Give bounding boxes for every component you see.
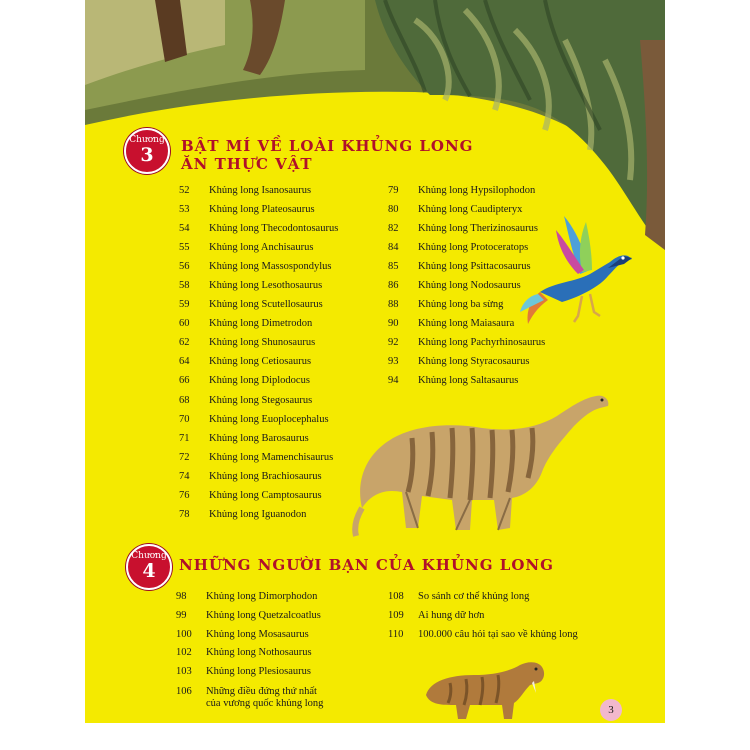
toc-page-number: 90 bbox=[388, 318, 399, 330]
toc-entry-title: Khủng long Pachyrhinosaurus bbox=[418, 337, 546, 349]
toc-entry-title: Khủng long Camptosaurus bbox=[209, 489, 322, 501]
toc-page-number: 88 bbox=[388, 299, 399, 311]
toc-entry-title: Khủng long Cetiosaurus bbox=[209, 356, 312, 368]
toc-page-number: 59 bbox=[179, 299, 190, 311]
toc-entry bbox=[179, 238, 338, 257]
chapter-number: 3 bbox=[140, 144, 154, 166]
toc-entry bbox=[388, 607, 578, 626]
toc-entry bbox=[176, 588, 323, 607]
toc-entry bbox=[388, 588, 578, 607]
toc-page-number: 99 bbox=[176, 609, 187, 621]
toc-entry bbox=[179, 257, 338, 276]
toc-page-number: 110 bbox=[388, 628, 404, 640]
toc-entry bbox=[179, 429, 338, 448]
toc-entry bbox=[388, 333, 545, 352]
chapter-3-title bbox=[181, 137, 474, 173]
toc-page-number: 103 bbox=[176, 666, 192, 678]
toc-page-number: 70 bbox=[179, 413, 190, 425]
toc-page-number: 102 bbox=[176, 647, 192, 659]
chapter-4-badge bbox=[126, 544, 172, 590]
toc-page-number: 84 bbox=[388, 242, 399, 254]
toc-page-number: 60 bbox=[179, 318, 190, 330]
toc-entry-title: Khủng long Mosasaurus bbox=[206, 628, 309, 640]
toc-entry-title: Khủng long Iguanodon bbox=[209, 508, 307, 520]
toc-entry-title: Khủng long Dimorphodon bbox=[206, 591, 318, 602]
toc-page-number: 76 bbox=[179, 489, 190, 501]
toc-entry-title: Khủng long Therizinosaurus bbox=[418, 223, 538, 235]
toc-page-number: 52 bbox=[179, 185, 190, 196]
toc-entry-title: Khủng long Nothosaurus bbox=[206, 647, 312, 659]
toc-page-number: 53 bbox=[179, 204, 190, 216]
toc-entry bbox=[179, 352, 338, 371]
toc-entry-title: Khủng long Mamenchisaurus bbox=[209, 451, 334, 463]
jungle-tree-illustration bbox=[85, 0, 665, 723]
toc-entry bbox=[388, 626, 578, 645]
toc-entry bbox=[176, 644, 323, 663]
toc-page-number: 78 bbox=[179, 508, 190, 520]
toc-entry bbox=[179, 219, 338, 238]
chapter-4-toc-right bbox=[388, 588, 578, 644]
toc-entry bbox=[388, 352, 545, 371]
chapter-word: Chương bbox=[129, 135, 165, 145]
toc-page-number: 106 bbox=[176, 685, 192, 697]
toc-page-number: 58 bbox=[179, 280, 190, 292]
toc-entry bbox=[179, 295, 338, 314]
toc-entry-title: Khủng long Euoplocephalus bbox=[209, 413, 329, 425]
toc-entry bbox=[388, 181, 545, 200]
toc-entry-title: Khủng long Protoceratops bbox=[418, 242, 529, 254]
toc-page-number: 109 bbox=[388, 609, 404, 621]
toc-page-number: 66 bbox=[179, 375, 190, 387]
toc-entry bbox=[176, 682, 323, 710]
toc-page-number: 94 bbox=[388, 375, 399, 387]
toc-entry-title: Khủng long Barosaurus bbox=[209, 432, 309, 444]
toc-page-number: 82 bbox=[388, 223, 399, 235]
toc-entry-title: Khủng long ba sừng bbox=[418, 299, 504, 311]
toc-entry bbox=[176, 626, 323, 645]
toc-entry-title: Khủng long Quetzalcoatlus bbox=[206, 609, 321, 621]
toc-page-number: 74 bbox=[179, 470, 190, 482]
chapter-3-toc-left bbox=[179, 181, 338, 524]
toc-entry bbox=[179, 181, 338, 200]
toc-page-number: 72 bbox=[179, 451, 190, 463]
toc-entry-title: Khủng long Hypsilophodon bbox=[418, 185, 536, 196]
toc-entry bbox=[179, 391, 338, 410]
chapter-3-title-line-2: ĂN THỰC VẬT bbox=[181, 155, 313, 173]
toc-entry-title: Khủng long Styracosaurus bbox=[418, 356, 530, 368]
toc-entry-title: Khủng long Shunosaurus bbox=[209, 337, 316, 349]
toc-entry bbox=[176, 663, 323, 682]
toc-entry bbox=[179, 505, 338, 524]
toc-page-number: 62 bbox=[179, 337, 190, 349]
toc-entry-title: Khủng long Maiasaura bbox=[418, 318, 515, 330]
toc-entry-title: Khủng long Plateosaurus bbox=[209, 204, 315, 216]
sauropod-illustration bbox=[352, 388, 614, 538]
toc-entry bbox=[179, 371, 338, 390]
toc-page-number: 93 bbox=[388, 356, 399, 368]
toc-page-number: 56 bbox=[179, 261, 190, 273]
chapter-4-toc-left bbox=[176, 588, 323, 710]
toc-entry-title: Khủng long Psittacosaurus bbox=[418, 261, 531, 273]
toc-entry bbox=[179, 333, 338, 352]
chapter-3-badge bbox=[124, 128, 170, 174]
toc-entry-title: Khủng long Massospondylus bbox=[209, 261, 332, 273]
toc-entry bbox=[179, 200, 338, 219]
toc-page-number: 92 bbox=[388, 337, 399, 349]
toc-page-number: 68 bbox=[179, 394, 190, 406]
toc-page-number: 108 bbox=[388, 591, 404, 602]
toc-entry-title: Khủng long Stegosaurus bbox=[209, 394, 313, 406]
toc-page-number: 64 bbox=[179, 356, 190, 368]
toc-entry-title: 100.000 câu hỏi tại sao về khủng long bbox=[418, 628, 578, 640]
chapter-4-title: NHỮNG NGƯỜI BẠN CỦA KHỦNG LONG bbox=[179, 556, 554, 574]
toc-entry-title: Khủng long Isanosaurus bbox=[209, 185, 312, 196]
toc-entry-title: Khủng long Lesothosaurus bbox=[209, 280, 323, 292]
toc-entry bbox=[176, 607, 323, 626]
toc-page-number: 55 bbox=[179, 242, 190, 254]
toc-entry-title: Khủng long Brachiosaurus bbox=[209, 470, 322, 482]
toc-page-number: 98 bbox=[176, 591, 187, 602]
toc-entry-title: Khủng long Caudipteryx bbox=[418, 204, 523, 216]
toc-entry-title: Những điều đứng thứ nhất của vương quốc khủng long bbox=[206, 685, 324, 709]
toc-entry bbox=[179, 314, 338, 333]
toc-entry-title: Khủng long Anchisaurus bbox=[209, 242, 314, 254]
toc-entry-title: Ai hung dữ hơn bbox=[418, 609, 485, 621]
toc-entry-title: Khủng long Thecodontosaurus bbox=[209, 223, 339, 235]
page-number-badge: 3 bbox=[600, 699, 622, 721]
toc-entry-title: So sánh cơ thể khủng long bbox=[418, 591, 530, 602]
toc-page-number: 86 bbox=[388, 280, 399, 292]
toc-entry-title: Khủng long Dimetrodon bbox=[209, 318, 313, 330]
chapter-word: Chương bbox=[131, 551, 167, 561]
chapter-3-title-line-1: BẬT MÍ VỀ LOÀI KHỦNG LONG bbox=[181, 137, 474, 155]
toc-entry bbox=[179, 448, 338, 467]
toc-entry-title: Khủng long Plesiosaurus bbox=[206, 666, 311, 678]
toc-page-number: 85 bbox=[388, 261, 399, 273]
sabertooth-illustration bbox=[420, 655, 550, 723]
toc-entry-title: Khủng long Saltasaurus bbox=[418, 375, 519, 387]
toc-page-number: 79 bbox=[388, 185, 399, 196]
chapter-number: 4 bbox=[142, 560, 156, 582]
toc-entry-title: Khủng long Nodosaurus bbox=[418, 280, 521, 292]
toc-entry bbox=[179, 276, 338, 295]
toc-entry bbox=[179, 410, 338, 429]
caudipteryx-illustration bbox=[520, 212, 640, 327]
toc-entry bbox=[179, 486, 338, 505]
toc-entry-title: Khủng long Scutellosaurus bbox=[209, 299, 323, 311]
toc-page-number: 54 bbox=[179, 223, 190, 235]
toc-entry-title: Khủng long Diplodocus bbox=[209, 375, 310, 387]
toc-page-number: 80 bbox=[388, 204, 399, 216]
toc-entry bbox=[179, 467, 338, 486]
toc-page-number: 71 bbox=[179, 432, 190, 444]
toc-page-number: 100 bbox=[176, 628, 192, 640]
